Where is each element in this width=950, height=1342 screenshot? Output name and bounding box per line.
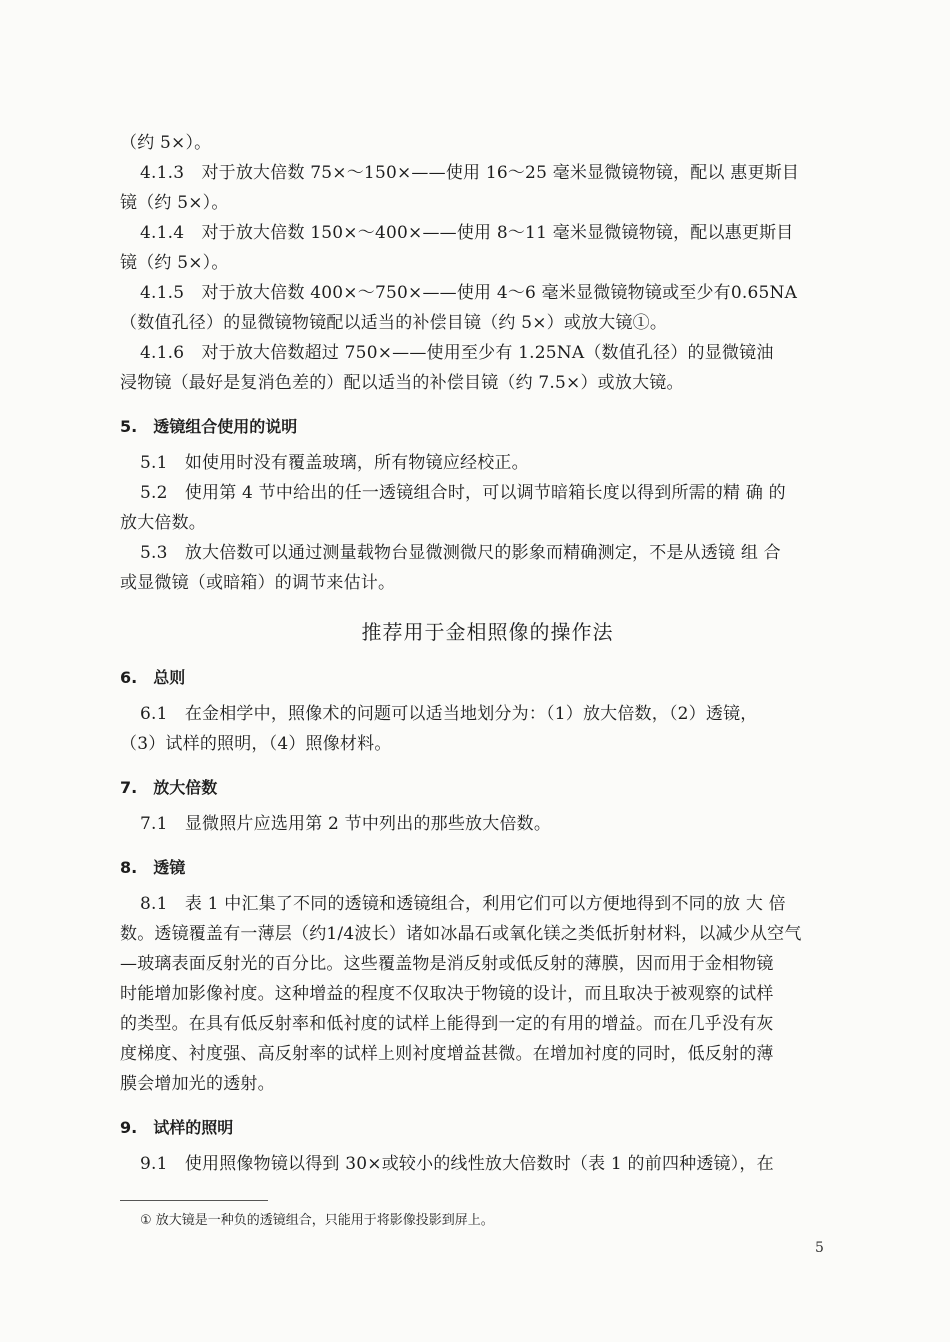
page-number: 5 bbox=[815, 1240, 824, 1256]
text-line: 膜会增加光的透射。 bbox=[120, 1074, 275, 1094]
clause-4-1-4: 4.1.4 对于放大倍数 150×～400×——使用 8～11 毫米显微镜物镜，配以惠更斯目 bbox=[140, 223, 794, 243]
section-9-heading: 9. 试样的照明 bbox=[120, 1118, 234, 1137]
clause-5-2: 5.2 使用第 4 节中给出的任一透镜组合时，可以调节暗箱长度以得到所需的精 确 的 bbox=[140, 483, 786, 503]
section-7-heading: 7. 放大倍数 bbox=[120, 778, 218, 797]
page-body bbox=[120, 128, 855, 1179]
text-line: 镜（约 5×）。 bbox=[120, 193, 229, 213]
text-line: （约 5×）。 bbox=[120, 133, 212, 153]
section-6-heading: 6. 总则 bbox=[120, 668, 186, 687]
section-title: 推荐用于金相照像的操作法 bbox=[361, 620, 614, 644]
text-line: 或显微镜（或暗箱）的调节来估计。 bbox=[120, 573, 396, 593]
clause-4-1-3: 4.1.3 对于放大倍数 75×～150×——使用 16～25 毫米显微镜物镜，配以 惠更斯目 bbox=[140, 163, 800, 183]
footnote-divider bbox=[120, 1200, 268, 1201]
section-5-heading: 5. 透镜组合使用的说明 bbox=[120, 417, 298, 436]
text-line: 数。透镜覆盖有一薄层（约1/4波长）诸如冰晶石或氧化镁之类低折射材料，以减少从空气 bbox=[120, 924, 802, 944]
text-line: 时能增加影像衬度。这种增益的程度不仅取决于物镜的设计，而且取决于被观察的试样 bbox=[120, 984, 774, 1004]
text-line: 镜（约 5×）。 bbox=[120, 253, 229, 273]
clause-8-1: 8.1 表 1 中汇集了不同的透镜和透镜组合，利用它们可以方便地得到不同的放 大 倍 bbox=[140, 894, 786, 914]
text-line: 度梯度、衬度强、高反射率的试样上则衬度增益甚微。在增加衬度的同时，低反射的薄 bbox=[120, 1044, 774, 1064]
text-line: （3）试样的照明，（4）照像材料。 bbox=[120, 734, 392, 754]
text-line: （数值孔径）的显微镜物镜配以适当的补偿目镜（约 5×）或放大镜①。 bbox=[120, 313, 668, 333]
text-line: —玻璃表面反射光的百分比。这些覆盖物是消反射或低反射的薄膜，因而用于金相物镜 bbox=[120, 954, 774, 974]
clause-4-1-6: 4.1.6 对于放大倍数超过 750×——使用至少有 1.25NA（数值孔径）的显微镜油 bbox=[140, 343, 774, 363]
clause-5-1: 5.1 如使用时没有覆盖玻璃，所有物镜应经校正。 bbox=[140, 453, 529, 473]
footnote: ① 放大镜是一种负的透镜组合，只能用于将影像投影到屏上。 bbox=[140, 1213, 494, 1228]
clause-9-1: 9.1 使用照像物镜以得到 30×或较小的线性放大倍数时（表 1 的前四种透镜），在 bbox=[140, 1154, 774, 1174]
section-8-heading: 8. 透镜 bbox=[120, 858, 186, 877]
text-line: 放大倍数。 bbox=[120, 513, 206, 533]
clause-5-3: 5.3 放大倍数可以通过测量载物台显微测微尺的影象而精确测定，不是从透镜 组 合 bbox=[140, 543, 781, 563]
clause-6-1: 6.1 在金相学中，照像术的问题可以适当地划分为：（1）放大倍数，（2）透镜， bbox=[140, 704, 758, 724]
text-line: 的类型。在具有低反射率和低衬度的试样上能得到一定的有用的增益。而在几乎没有灰 bbox=[120, 1014, 774, 1034]
text-line: 浸物镜（最好是复消色差的）配以适当的补偿目镜（约 7.5×）或放大镜。 bbox=[120, 373, 684, 393]
clause-4-1-5: 4.1.5 对于放大倍数 400×～750×——使用 4～6 毫米显微镜物镜或至少有0.65NA bbox=[140, 283, 798, 303]
clause-7-1: 7.1 显微照片应选用第 2 节中列出的那些放大倍数。 bbox=[140, 814, 552, 834]
